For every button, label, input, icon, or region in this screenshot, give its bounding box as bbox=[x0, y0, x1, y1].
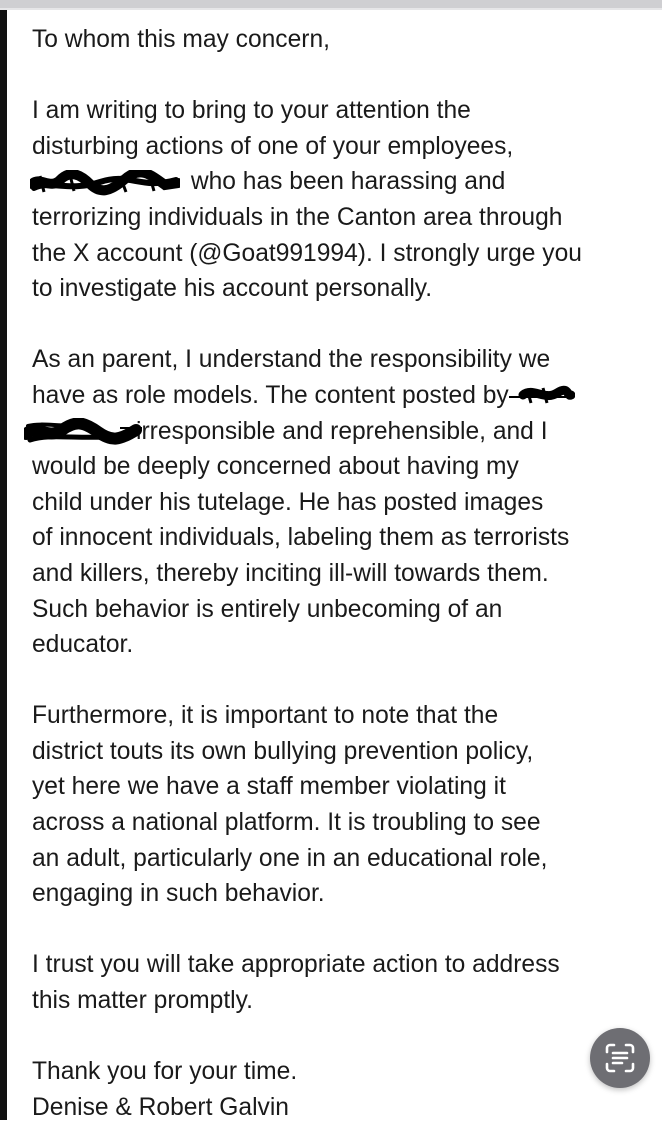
text-line: the X account (@Goat991994). I strongly urge you bbox=[32, 239, 582, 267]
text-line: district touts its own bullying prevention policy, bbox=[32, 737, 534, 765]
text-line-with-redaction: irresponsible and reprehensible, and I bbox=[32, 414, 654, 450]
left-edge-border bbox=[0, 10, 7, 1120]
text-line: of innocent individuals, labeling them as terrorists bbox=[32, 524, 570, 552]
text-line: this matter promptly. bbox=[32, 987, 253, 1015]
text-line: disturbing actions of one of your employees, bbox=[32, 132, 514, 160]
paragraph-1 bbox=[32, 93, 654, 307]
text-line: Furthermore, it is important to note that the bbox=[32, 702, 499, 730]
text-line: I am writing to bring to your attention the bbox=[32, 97, 471, 125]
text-line-with-redaction: have as role models. The content posted by bbox=[32, 378, 654, 414]
text-line: would be deeply concerned about having my bbox=[32, 453, 519, 481]
text-line: and killers, thereby inciting ill-will towards them. bbox=[32, 559, 549, 587]
text-line: across a national platform. It is troubling to see bbox=[32, 809, 541, 837]
text-line: engaging in such behavior. bbox=[32, 880, 325, 908]
letter-body bbox=[32, 22, 654, 1125]
text-line: educator. bbox=[32, 631, 134, 659]
text-line: yet here we have a staff member violating it bbox=[32, 773, 506, 801]
text-line: to investigate his account personally. bbox=[32, 275, 433, 303]
redacted-name-scribble bbox=[509, 384, 569, 408]
redacted-name-scribble bbox=[30, 171, 180, 195]
paragraph-3 bbox=[32, 698, 654, 912]
text-line: an adult, particularly one in an educational role, bbox=[32, 844, 548, 872]
top-status-bar bbox=[0, 0, 662, 10]
scan-text-icon bbox=[603, 1041, 637, 1075]
paragraph-2 bbox=[32, 342, 654, 662]
text-line: As an parent, I understand the responsibility we bbox=[32, 346, 551, 374]
letter-greeting: To whom this may concern, bbox=[32, 26, 330, 53]
letter-signature: Denise & Robert Galvin bbox=[32, 1093, 289, 1121]
text-line-with-redaction: who has been harassing and bbox=[32, 164, 654, 200]
redacted-name-scribble bbox=[24, 420, 136, 444]
live-text-scan-button[interactable] bbox=[590, 1028, 650, 1088]
letter-closing: Thank you for your time. bbox=[32, 1058, 298, 1086]
text-line: Such behavior is entirely unbecoming of an bbox=[32, 595, 503, 623]
text-line: child under his tutelage. He has posted images bbox=[32, 488, 544, 516]
text-line: I trust you will take appropriate action to address bbox=[32, 951, 560, 979]
text-line: terrorizing individuals in the Canton area through bbox=[32, 203, 563, 231]
paragraph-4 bbox=[32, 947, 654, 1018]
